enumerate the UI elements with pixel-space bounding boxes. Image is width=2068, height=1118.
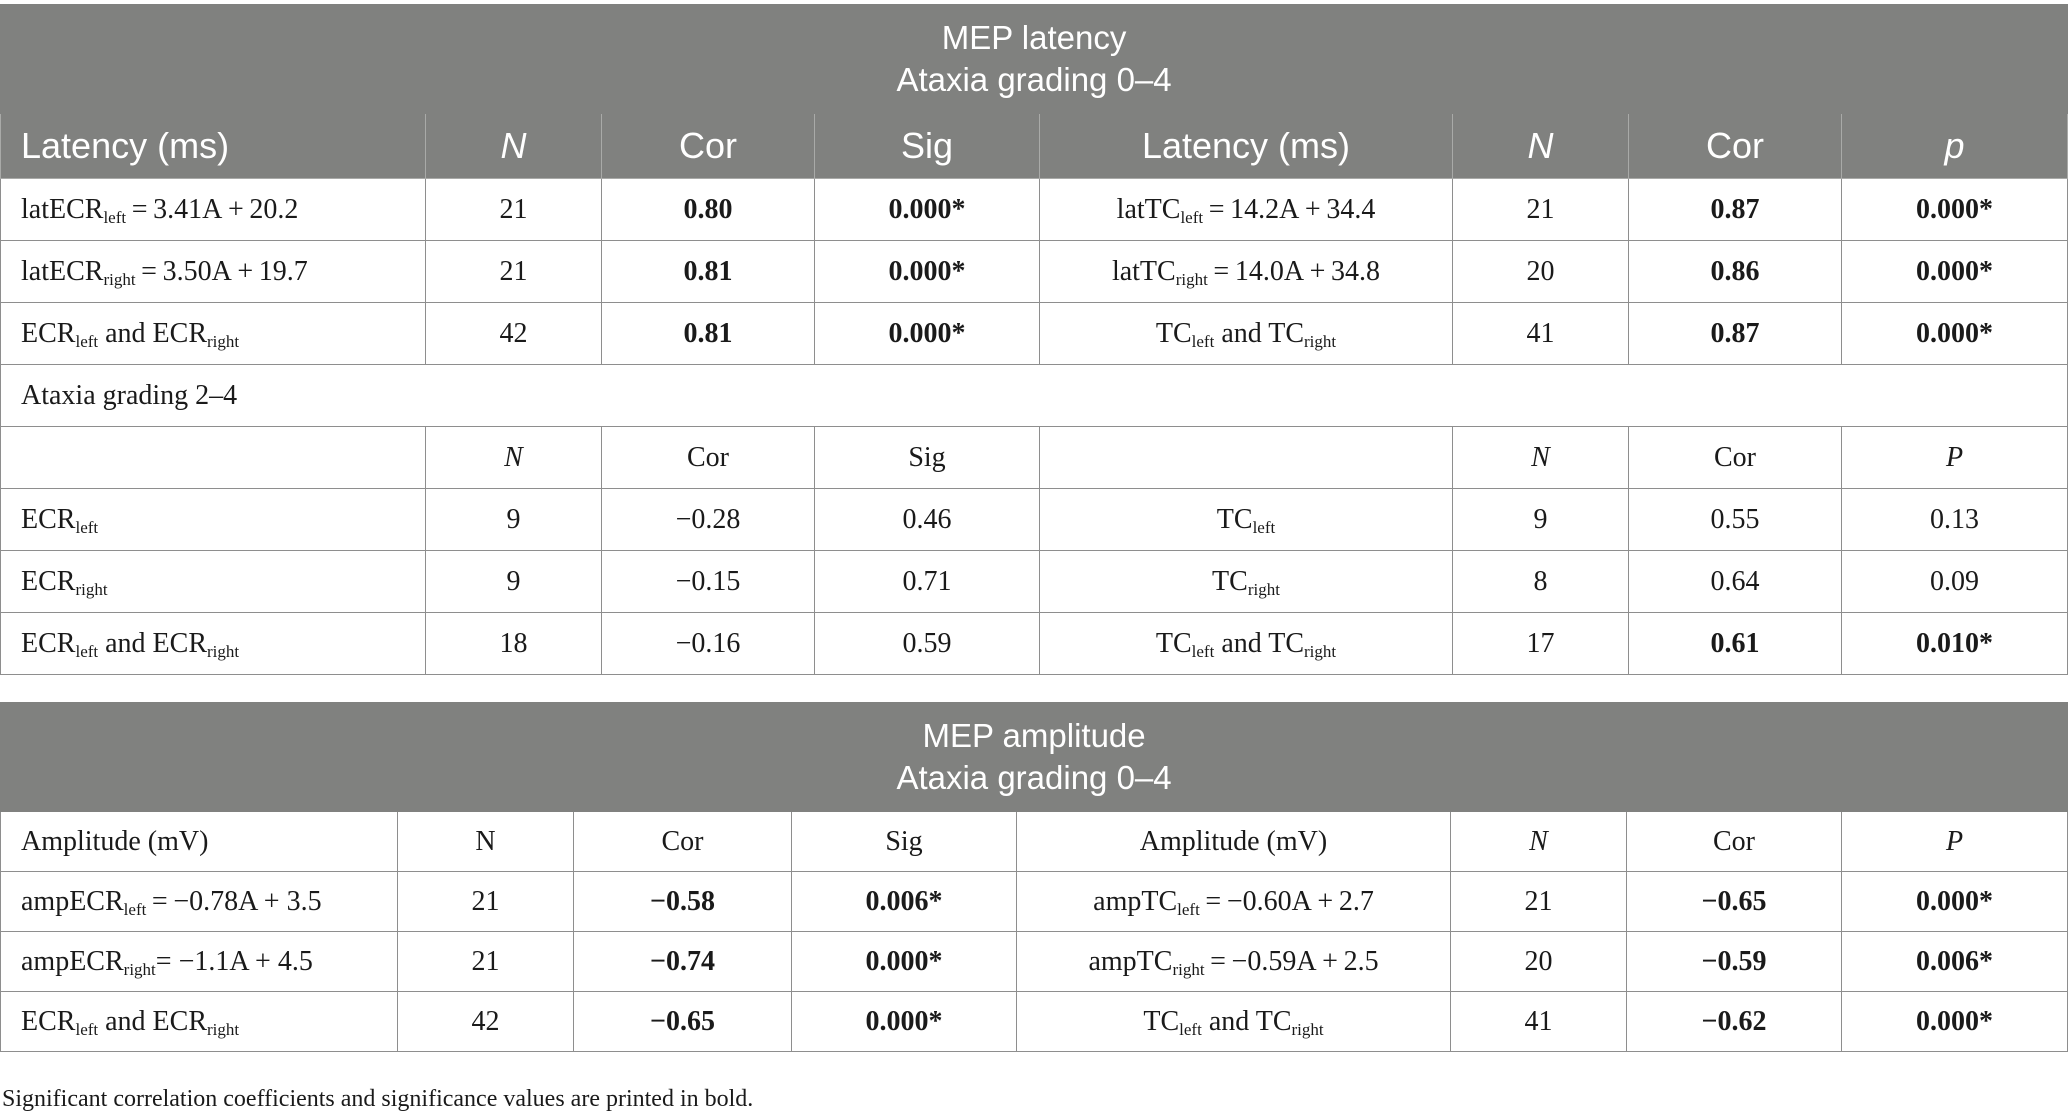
n-value: 20 <box>1453 241 1629 303</box>
n-value: 20 <box>1451 932 1627 992</box>
row-label: ampECR$_{left}$ = −0.78A + 3.5 <box>1 872 398 932</box>
header-n-right: N <box>1451 812 1627 872</box>
header-sig-left: Sig <box>815 114 1040 179</box>
p-value: 0.13 <box>1842 489 2068 551</box>
p-value: 0.006* <box>1842 932 2068 992</box>
sig-value: 0.000* <box>792 992 1017 1052</box>
cor-value: 0.81 <box>602 303 815 365</box>
p-value: 0.000* <box>1842 992 2068 1052</box>
subgroup-header-blank-left <box>1 427 426 489</box>
cor-value: 0.87 <box>1629 303 1842 365</box>
cor-value: −0.28 <box>602 489 815 551</box>
n-value: 21 <box>398 872 574 932</box>
header-p-right: P <box>1842 812 2068 872</box>
amplitude-title-line2: Ataxia grading 0–4 <box>896 759 1172 796</box>
subgroup-header-n-right: N <box>1453 427 1629 489</box>
subgroup-label: Ataxia grading 2–4 <box>1 365 2068 427</box>
row-label: $ECR_{left}$ and $ECR_{right}$ <box>1 613 426 675</box>
row-label: $ECR_{left}$ and $ECR_{right}$ <box>1 992 398 1052</box>
p-value: 0.000* <box>1842 179 2068 241</box>
mep-latency-table <box>0 4 2068 675</box>
sig-value: 0.59 <box>815 613 1040 675</box>
subgroup-header-row <box>1 427 2068 489</box>
cor-value: 0.80 <box>602 179 815 241</box>
table-row <box>1 241 2068 303</box>
header-cor-left: Cor <box>602 114 815 179</box>
header-amplitude-right: Amplitude (mV) <box>1017 812 1451 872</box>
subgroup-label-row <box>1 365 2068 427</box>
p-value: 0.000* <box>1842 303 2068 365</box>
p-value: 0.000* <box>1842 872 2068 932</box>
table-row <box>1 872 2068 932</box>
header-latency-left: Latency (ms) <box>1 114 426 179</box>
row-label: $TC_{left}$ <box>1040 489 1453 551</box>
cor-value: 0.61 <box>1629 613 1842 675</box>
cor-value: −0.65 <box>1627 872 1842 932</box>
header-n-right: N <box>1453 114 1629 179</box>
n-value: 41 <box>1451 992 1627 1052</box>
row-label: $TC_{left}$ and $TC_{right}$ <box>1040 303 1453 365</box>
n-value: 17 <box>1453 613 1629 675</box>
n-value: 42 <box>426 303 602 365</box>
table-footnote: Significant correlation coefficients and significance values are printed in bold. <box>2 1086 754 1112</box>
table-row <box>1 489 2068 551</box>
subgroup-header-p-right: P <box>1842 427 2068 489</box>
latency-title <box>1 5 2068 114</box>
sig-value: 0.000* <box>815 303 1040 365</box>
cor-value: 0.86 <box>1629 241 1842 303</box>
row-label: ampTC$_{right}$ = −0.59A + 2.5 <box>1017 932 1451 992</box>
cor-value: −0.74 <box>574 932 792 992</box>
row-label: $TC_{right}$ <box>1040 551 1453 613</box>
cor-value: −0.65 <box>574 992 792 1052</box>
cor-value: −0.59 <box>1627 932 1842 992</box>
amplitude-title-row <box>1 703 2068 812</box>
table-row <box>1 613 2068 675</box>
table-row <box>1 303 2068 365</box>
sig-value: 0.000* <box>815 179 1040 241</box>
header-latency-right: Latency (ms) <box>1040 114 1453 179</box>
cor-value: 0.55 <box>1629 489 1842 551</box>
cor-value: −0.15 <box>602 551 815 613</box>
subgroup-header-cor-left: Cor <box>602 427 815 489</box>
cor-value: −0.16 <box>602 613 815 675</box>
row-label: latECR$_{left}$ = 3.41A + 20.2 <box>1 179 426 241</box>
header-n-left: N <box>426 114 602 179</box>
row-label: $ECR_{right}$ <box>1 551 426 613</box>
n-value: 8 <box>1453 551 1629 613</box>
row-label: latTC$_{left}$ = 14.2A + 34.4 <box>1040 179 1453 241</box>
latency-title-line2: Ataxia grading 0–4 <box>896 61 1172 98</box>
header-amplitude-left: Amplitude (mV) <box>1 812 398 872</box>
cor-value: 0.81 <box>602 241 815 303</box>
header-n-left: N <box>398 812 574 872</box>
row-label: $TC_{left}$ and $TC_{right}$ <box>1017 992 1451 1052</box>
table-row <box>1 932 2068 992</box>
n-value: 41 <box>1453 303 1629 365</box>
cor-value: −0.58 <box>574 872 792 932</box>
subgroup-header-sig-left: Sig <box>815 427 1040 489</box>
table-row <box>1 179 2068 241</box>
amplitude-header-row <box>1 812 2068 872</box>
table-row <box>1 551 2068 613</box>
n-value: 9 <box>426 551 602 613</box>
row-label: latECR$_{right}$ = 3.50A + 19.7 <box>1 241 426 303</box>
n-value: 21 <box>426 179 602 241</box>
subgroup-header-n-left: N <box>426 427 602 489</box>
sig-value: 0.46 <box>815 489 1040 551</box>
header-cor-right: Cor <box>1629 114 1842 179</box>
mep-amplitude-table <box>0 702 2068 1052</box>
header-p-right: p <box>1842 114 2068 179</box>
latency-header-row <box>1 114 2068 179</box>
row-label: ampTC$_{left}$ = −0.60A + 2.7 <box>1017 872 1451 932</box>
row-label: $ECR_{left}$ and $ECR_{right}$ <box>1 303 426 365</box>
p-value: 0.000* <box>1842 241 2068 303</box>
n-value: 9 <box>426 489 602 551</box>
n-value: 42 <box>398 992 574 1052</box>
amplitude-title-line1: MEP amplitude <box>922 717 1146 754</box>
n-value: 9 <box>1453 489 1629 551</box>
row-label: $ECR_{left}$ <box>1 489 426 551</box>
table-row <box>1 992 2068 1052</box>
cor-value: 0.64 <box>1629 551 1842 613</box>
latency-title-line1: MEP latency <box>941 19 1127 56</box>
header-sig-left: Sig <box>792 812 1017 872</box>
n-value: 21 <box>398 932 574 992</box>
sig-value: 0.000* <box>792 932 1017 992</box>
amplitude-title <box>1 703 2068 812</box>
p-value: 0.09 <box>1842 551 2068 613</box>
row-label: ampECR$_{right}$= −1.1A + 4.5 <box>1 932 398 992</box>
n-value: 21 <box>1453 179 1629 241</box>
latency-title-row <box>1 5 2068 114</box>
header-cor-right: Cor <box>1627 812 1842 872</box>
header-cor-left: Cor <box>574 812 792 872</box>
sig-value: 0.71 <box>815 551 1040 613</box>
sig-value: 0.000* <box>815 241 1040 303</box>
n-value: 18 <box>426 613 602 675</box>
subgroup-header-blank-right <box>1040 427 1453 489</box>
cor-value: −0.62 <box>1627 992 1842 1052</box>
n-value: 21 <box>1451 872 1627 932</box>
p-value: 0.010* <box>1842 613 2068 675</box>
subgroup-header-cor-right: Cor <box>1629 427 1842 489</box>
row-label: $TC_{left}$ and $TC_{right}$ <box>1040 613 1453 675</box>
cor-value: 0.87 <box>1629 179 1842 241</box>
row-label: latTC$_{right}$ = 14.0A + 34.8 <box>1040 241 1453 303</box>
n-value: 21 <box>426 241 602 303</box>
sig-value: 0.006* <box>792 872 1017 932</box>
